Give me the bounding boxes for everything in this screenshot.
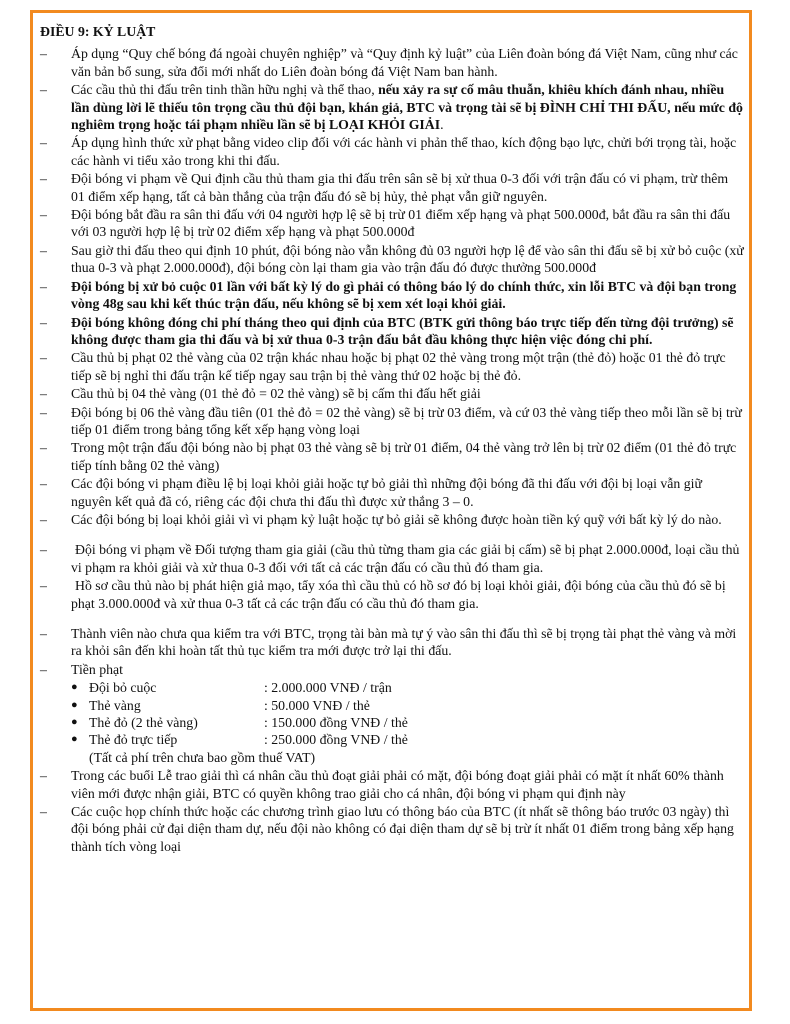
rule-item (40, 385, 745, 402)
rule-text-part: Các cầu thủ thi đấu trên tinh thần hữu nghị và thể thao, (71, 82, 379, 98)
rule-item (40, 314, 745, 349)
rule-text-part: Cầu thủ bị phạt 02 thẻ vàng của 02 trận khác nhau hoặc bị phạt 02 thẻ vàng trong một trận (thẻ đỏ) hoặc 01 thẻ đỏ trực tiếp sẽ bị nghỉ thi đấu trận kế tiếp ngay sau trận bị thẻ vàng thứ 02 hoặc bị thẻ đỏ. (71, 350, 726, 383)
rule-item (40, 511, 745, 528)
fine-row (71, 731, 745, 748)
rule-text (71, 171, 728, 203)
rule-text-bold: Đội bóng bị xử bỏ cuộc 01 lần với bất kỳ lý do gì phải có thông báo lý do chính thức, xin lỗi BTC và đội bạn trong vòng 48g sau khi kết thúc trận đấu, nếu không sẽ bị xem xét loại khỏi giải. (71, 278, 737, 312)
rule-text-bold: nếu xảy ra sự cố mâu thuẫn, khiêu khích đánh nhau, nhiều lần dùng lời lẽ thiếu tôn trọng cầu thủ đội bạn, khán giả, BTC và trọng tài sẽ bị ĐÌNH CHỈ THI ĐẤU, nếu mức độ nghiêm trọng hoặc tái phạm nhiều lần sẽ bị LOẠI KHỎI GIẢI (71, 82, 743, 133)
rule-text (71, 315, 734, 347)
rule-item (40, 541, 745, 576)
rule-text-part: Sau giờ thi đấu theo qui định 10 phút, đội bóng nào vẫn không đủ 03 người hợp lệ để vào sân thi đấu sẽ bị xử bỏ cuộc (xử thua 0-3 và phạt 2.000.000đ), đội bóng còn lại tham gia vào trận đấu đó được thưởng 500.000đ (71, 242, 744, 276)
fine-value: : 50.000 VNĐ / thẻ (264, 697, 370, 713)
rule-text (71, 279, 736, 311)
rule-text (71, 542, 739, 574)
document-body (40, 23, 745, 856)
rule-text (71, 626, 736, 658)
article-heading: ĐIỀU 9: KỶ LUẬT (40, 24, 156, 39)
rule-text-part: Áp dụng hình thức xử phạt bằng video clip đối với các hành vi phản thể thao, kích động bạo lực, chửi bới trọng tài, hoặc các hành vi tiểu xảo trong khi thi đấu. (71, 135, 737, 168)
rule-text-part: Các đội bóng vi phạm điều lệ bị loại khỏi giải hoặc tự bỏ giải thì những đội bóng đã thi đấu với đội bị loại vẫn giữ nguyên kết quả đã có, riêng các đội chưa thi đấu thì được xử thắng 3 – 0. (71, 476, 702, 509)
rule-text-part: Các cuộc họp chính thức hoặc các chương trình giao lưu có thông báo của BTC (ít nhất sẽ thông báo trước 03 ngày) thì đội bóng phải cử đại diện tham dự, nếu đội nào không có đại diện tham dự sẽ bị trừ ít nhất 01 điểm trong bảng xếp hạng thành tích vòng loại (71, 804, 734, 854)
rule-item (40, 134, 745, 169)
fine-name: ● Thẻ vàng (89, 697, 141, 713)
fine-name: ● Đội bỏ cuộc (89, 680, 157, 696)
rule-text-part: Thành viên nào chưa qua kiểm tra với BTC, trọng tài bàn mà tự ý vào sân thi đấu thì sẽ bị trọng tài phạt thẻ vàng và mời ra khỏi sân đến khi hoàn tất thủ tục kiểm tra mới được trở lại thi đấu. (71, 626, 737, 659)
fine-value: : 2.000.000 VNĐ / trận (264, 680, 392, 696)
rule-text-part: Trong các buổi Lễ trao giải thì cá nhân cầu thủ đoạt giải phải có mặt, đội bóng đoạt giải phải có mặt ít nhất 60% thành viên mới được nhận giải, BTC có quyền không trao giải cho cá nhân, đội bóng vi phạm qui định này (71, 768, 724, 801)
rule-text-part: Cầu thủ bị 04 thẻ vàng (01 thẻ đỏ = 02 thẻ vàng) sẽ bị cấm thi đấu hết giải (71, 386, 481, 402)
rule-item (40, 206, 745, 241)
rule-text (71, 768, 724, 800)
rule-item (40, 81, 745, 133)
fines-vat-note: (Tất cả phí trên chưa bao gồm thuế VAT) (89, 749, 316, 765)
rule-text-bold: Đội bóng không đóng chi phí tháng theo qui định của BTC (BTK gửi thông báo trực tiếp đến từng đội trưởng) sẽ không được tham gia thi đấu và bị xử thua 0-3 trận đấu bắt đầu không thực hiện việc đóng chi phí. (71, 314, 734, 347)
rule-item (40, 767, 745, 802)
rule-text-part: . (440, 117, 444, 133)
rule-text (71, 476, 702, 508)
fine-row (71, 697, 745, 714)
fine-name: ● Thẻ đỏ (2 thẻ vàng) (89, 715, 198, 731)
rule-text (71, 207, 730, 239)
rule-text-part: Áp dụng “Quy chế bóng đá ngoài chuyên nghiệp” và “Quy định kỷ luật” của Liên đoàn bóng đá Việt Nam, cũng như các văn bản bổ sung, sửa đổi mới nhất do Liên đoàn bóng đá Việt Nam ban hành. (71, 46, 738, 79)
fine-row (71, 679, 745, 696)
rule-text (71, 243, 744, 275)
rule-text (71, 578, 726, 610)
rule-item (40, 439, 745, 474)
rule-text (71, 135, 736, 167)
rule-item (40, 45, 745, 80)
rule-text-part: Các đội bóng bị loại khỏi giải vì vi phạm kỷ luật hoặc tự bỏ giải sẽ không được hoàn tiền ký quỹ với bất kỳ lý do nào. (71, 511, 722, 527)
rule-item (40, 625, 745, 660)
fine-row (71, 714, 745, 731)
rule-item (40, 475, 745, 510)
fines-list (71, 679, 745, 749)
rule-text-part: Hồ sơ cầu thủ nào bị phát hiện giả mạo, tẩy xóa thì cầu thủ có hồ sơ đó bị loại khỏi giải, đội bóng của cầu thủ đó sẽ bị phạt 3.000.000đ và xử thua 0-3 tất cả các trận đấu có cầu thủ đó tham gia. (71, 578, 726, 611)
rule-text (71, 804, 734, 854)
rule-item (40, 803, 745, 855)
rule-item (40, 349, 745, 384)
rule-text (71, 405, 742, 437)
fine-name: ● Thẻ đỏ trực tiếp (89, 732, 178, 748)
rule-item (40, 278, 745, 313)
rules-list (40, 45, 745, 855)
rule-text (71, 512, 722, 527)
rule-item (40, 242, 745, 277)
fines-title: – Tiền phạt (71, 661, 124, 677)
rule-text-part: Đội bóng vi phạm về Đối tượng tham gia giải (cầu thủ từng tham gia các giải bị cấm) sẽ bị phạt 2.000.000đ, loại cầu thủ vi phạm ra khỏi giải và xử thua 0-3 đối với tất cả các trận đấu có cầu thủ đó tham gia. (71, 542, 740, 575)
fines-item (40, 661, 745, 766)
rule-text-part: Đội bóng bị 06 thẻ vàng đầu tiên (01 thẻ đỏ = 02 thẻ vàng) sẽ bị trừ 03 điểm, và cứ 03 thẻ vàng tiếp theo mỗi lần sẽ bị trừ tiếp 01 điểm trong bảng tổng kết xếp hạng vòng loại (71, 404, 742, 437)
fine-value: : 150.000 đồng VNĐ / thẻ (264, 715, 408, 731)
rule-text-part: Đội bóng vi phạm về Qui định cầu thủ tham gia thi đấu trên sân sẽ bị xử thua 0-3 đối với trận đấu có vi phạm, trừ thêm 01 điểm xếp hạng, tất cả bàn thắng của trận đấu đó sẽ bị hủy, thẻ phạt vẫn giữ nguyên. (71, 171, 729, 204)
fine-value: : 250.000 đồng VNĐ / thẻ (264, 732, 408, 748)
rule-text (71, 82, 743, 132)
rule-text (71, 46, 738, 78)
rule-text-part: Đội bóng bắt đầu ra sân thi đấu với 04 người hợp lệ sẽ bị trừ 01 điểm xếp hạng và phạt 500.000đ, bắt đầu ra sân thi đấu với 03 người hợp lệ bị trừ 02 điểm xếp hạng và phạt 500.000đ (71, 207, 731, 240)
rule-text (71, 386, 481, 401)
rule-text-part: Trong một trận đấu đội bóng nào bị phạt 03 thẻ vàng sẽ bị trừ 01 điểm, 04 thẻ vàng trở lên bị trừ 02 điểm (01 thẻ đỏ trực tiếp tính bằng 02 thẻ vàng) (71, 440, 737, 473)
rule-item (40, 404, 745, 439)
rule-text (71, 440, 736, 472)
rule-item (40, 577, 745, 612)
rule-text (71, 350, 726, 382)
rule-item (40, 170, 745, 205)
